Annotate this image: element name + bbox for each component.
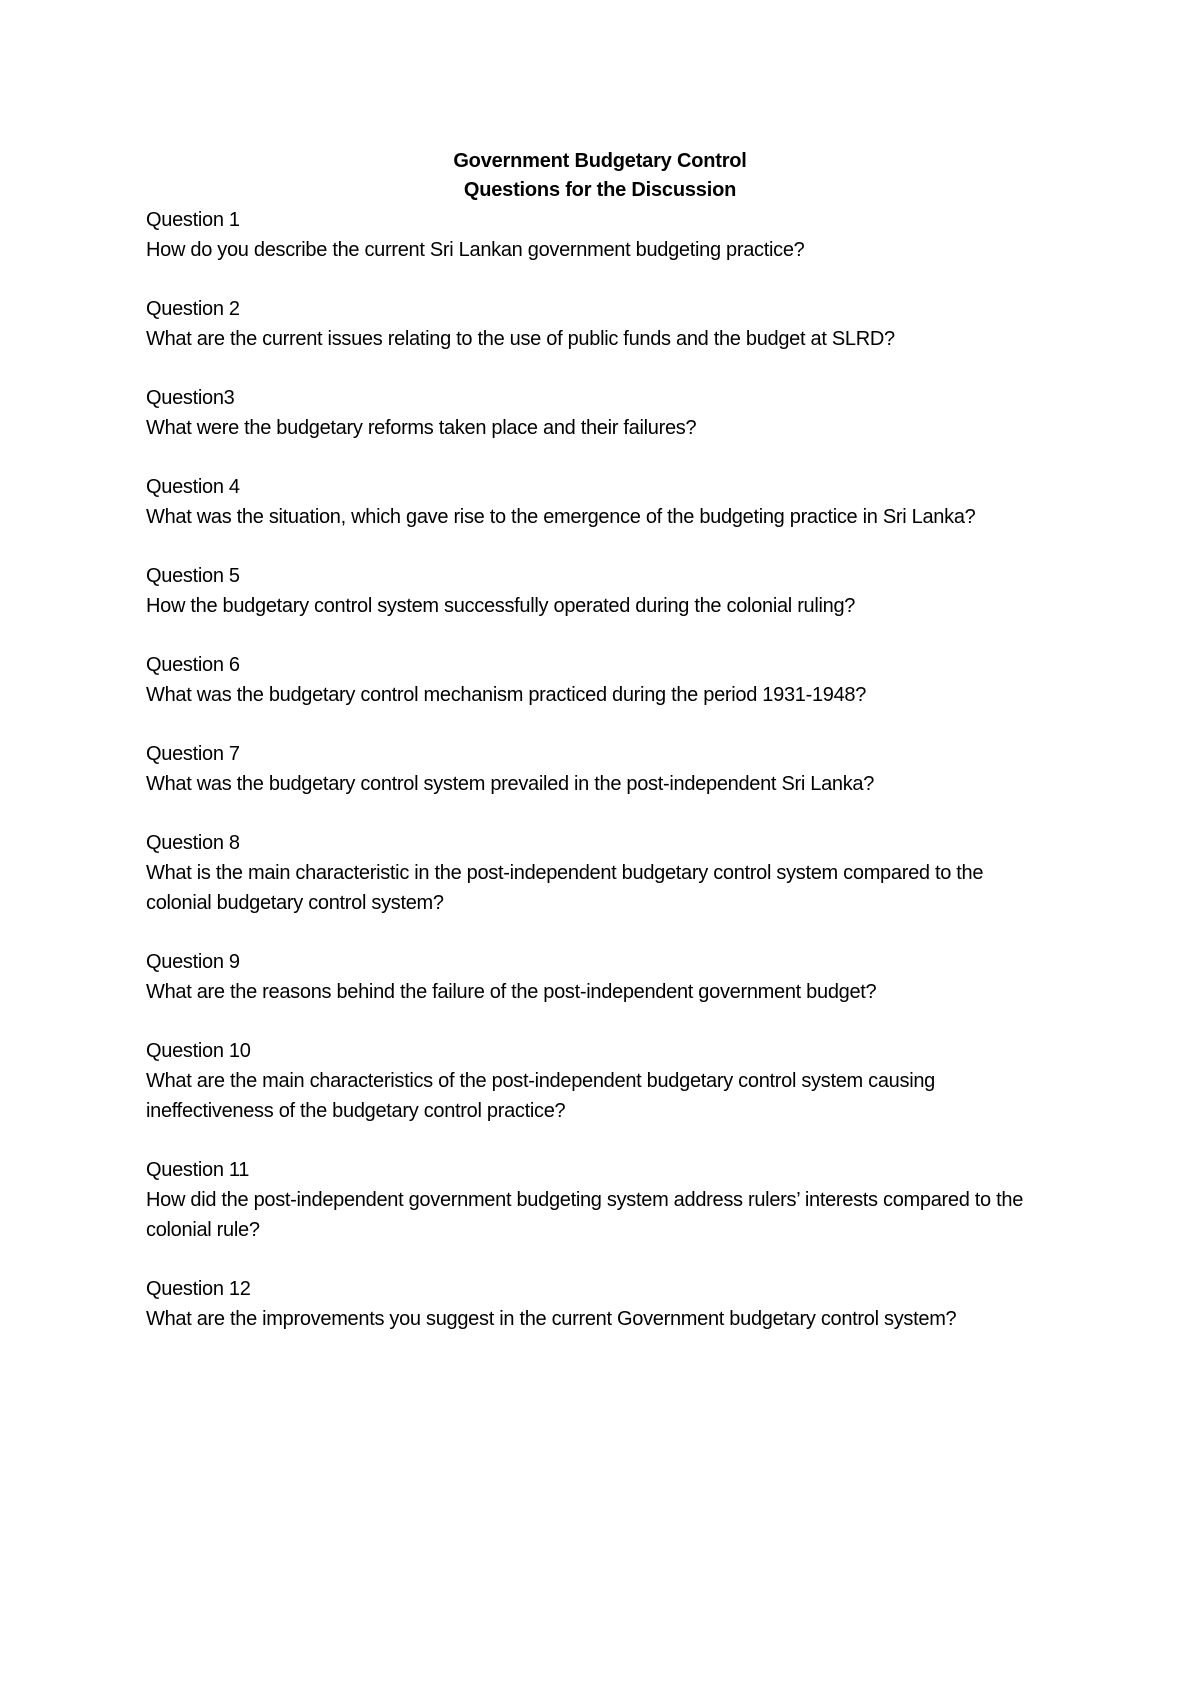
- question-item: [146, 1155, 1046, 1245]
- question-text: How did the post-independent government budgeting system address rulers’ interests compared to the colonial rule?: [146, 1189, 1024, 1241]
- question-text: What was the situation, which gave rise to the emergence of the budgeting practice in Sri Lanka?: [146, 506, 976, 528]
- question-text: How the budgetary control system successfully operated during the colonial ruling?: [146, 595, 856, 617]
- question-text: What was the budgetary control system prevailed in the post-independent Sri Lanka?: [146, 773, 875, 795]
- question-label: Question 10: [146, 1040, 251, 1062]
- question-label: Question 4: [146, 476, 240, 498]
- question-text: What are the main characteristics of the post-independent budgetary control system causing ineffectiveness of the budgetary control practice?: [146, 1070, 935, 1122]
- document-title: Government Budgetary Control: [453, 150, 747, 172]
- question-item: [146, 294, 1046, 354]
- question-item: [146, 828, 1046, 918]
- question-label: Question 1: [146, 209, 240, 231]
- question-text: What was the budgetary control mechanism practiced during the period 1931-1948?: [146, 684, 867, 706]
- question-list: [146, 205, 1046, 1363]
- document-header: [0, 147, 1200, 205]
- question-item: [146, 650, 1046, 710]
- question-label: Question 8: [146, 832, 240, 854]
- question-label: Question 12: [146, 1278, 251, 1300]
- question-item: [146, 947, 1046, 1007]
- question-label: Question 2: [146, 298, 240, 320]
- question-text: What are the improvements you suggest in the current Government budgetary control system?: [146, 1308, 957, 1330]
- question-item: [146, 739, 1046, 799]
- question-label: Question 7: [146, 743, 240, 765]
- question-text: What are the reasons behind the failure of the post-independent government budget?: [146, 981, 877, 1003]
- question-label: Question 6: [146, 654, 240, 676]
- question-item: [146, 1036, 1046, 1126]
- question-label: Question 11: [146, 1159, 250, 1181]
- document-subtitle: Questions for the Discussion: [463, 179, 737, 201]
- question-text: What are the current issues relating to the use of public funds and the budget at SLRD?: [146, 328, 895, 350]
- question-item: [146, 1274, 1046, 1334]
- question-item: [146, 472, 1046, 532]
- question-text: How do you describe the current Sri Lankan government budgeting practice?: [146, 239, 805, 261]
- question-text: What is the main characteristic in the post-independent budgetary control system compared to the colonial budgetary control system?: [146, 862, 984, 914]
- question-text: What were the budgetary reforms taken place and their failures?: [146, 417, 697, 439]
- question-item: [146, 205, 1046, 265]
- question-label: Question 5: [146, 565, 240, 587]
- question-item: [146, 561, 1046, 621]
- question-label: Question 9: [146, 951, 240, 973]
- question-label: Question3: [146, 387, 235, 409]
- question-item: [146, 383, 1046, 443]
